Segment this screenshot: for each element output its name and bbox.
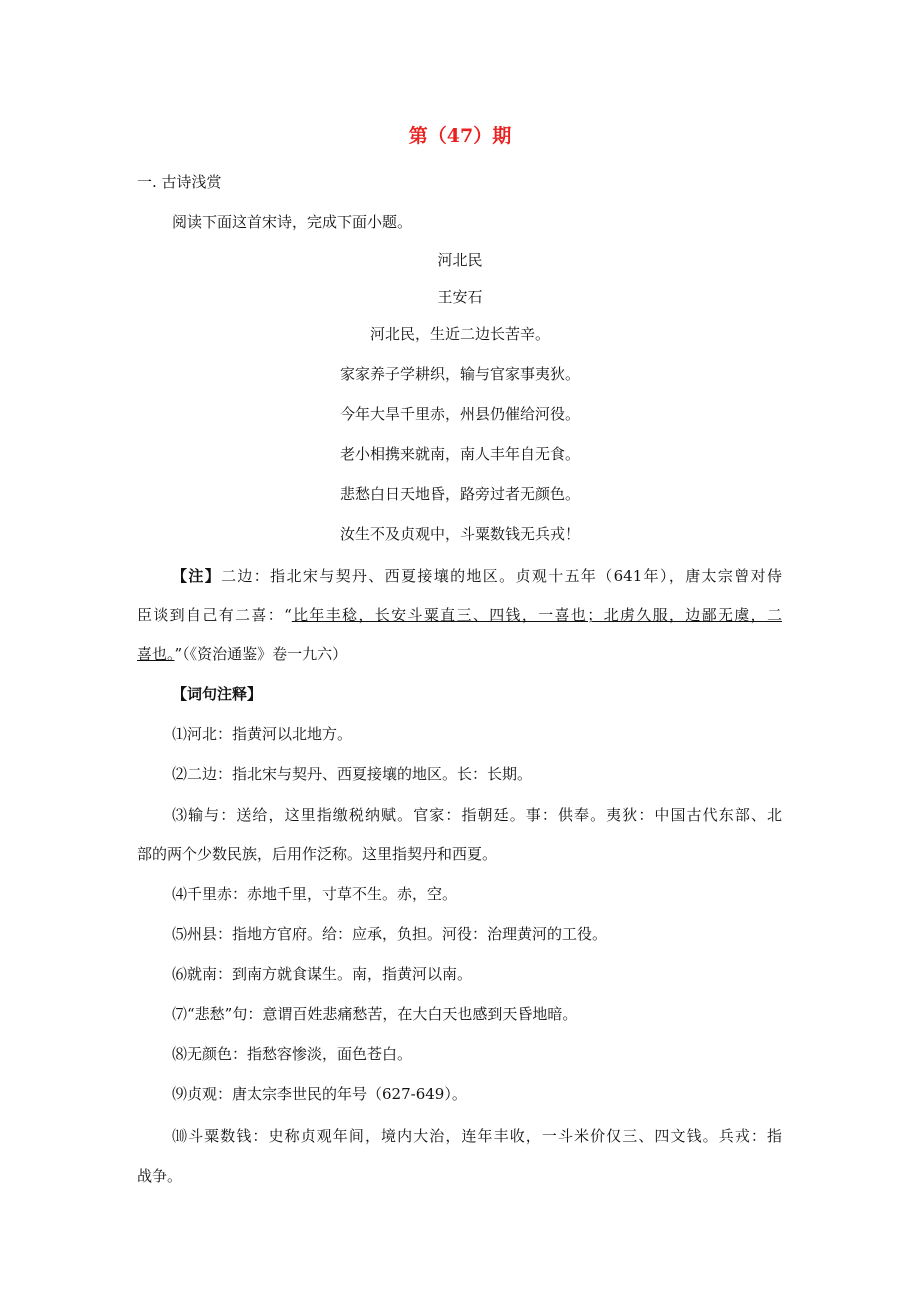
glossary-item: ⑷千里赤：赤地千里，寸草不生。赤，空。: [172, 885, 458, 903]
glossary-item: ⑺“悲愁”句：意谓百姓悲痛愁苦，在大白天也感到天昏地暗。: [172, 1005, 578, 1023]
note-line-1: [172, 566, 782, 586]
poem-author: 王安石: [437, 288, 483, 306]
page-title: 第（47）期: [408, 125, 512, 147]
glossary-item: ⑹就南：到南方就食谋生。南，指黄河以南。: [172, 965, 473, 983]
note-quote-underlined: 比年丰稔，长安斗粟直三、四钱，一喜也；北虏久服，边鄙无虞，二: [291, 606, 782, 624]
note-label: 【注】: [172, 567, 222, 585]
glossary-item: ⑴河北：指黄河以北地方。: [172, 725, 353, 743]
poem-line: 家家养子学耕织，输与官家事夷狄。: [339, 365, 580, 383]
note-line-2: [137, 605, 782, 625]
instruction-text: 阅读下面这首宋诗，完成下面小题。: [172, 213, 413, 231]
glossary-heading: 【词句注释】: [172, 685, 263, 703]
glossary-item: ⑶输与：送给，这里指缴税纳赋。官家：指朝廷。事：供奉。夷狄：中国古代东部、北: [172, 806, 782, 824]
glossary-item: ⑵二边：指北宋与契丹、西夏接壤的地区。长：长期。: [172, 765, 533, 783]
poem-line: 汝生不及贞观中，斗粟数钱无兵戎！: [339, 525, 580, 543]
note-text: 二边：指北宋与契丹、西夏接壤的地区。贞观十五年（641年），唐太宗曾对侍: [221, 567, 782, 585]
glossary-item: ⑻无颜色：指愁容惨淡，面色苍白。: [172, 1045, 413, 1063]
note-line-3: [137, 644, 347, 664]
poem-title: 河北民: [437, 251, 483, 269]
glossary-item: ⑼贞观：唐太宗李世民的年号（627-649）。: [172, 1085, 467, 1103]
glossary-item: ⑸州县：指地方官府。给：应承，负担。河役：治理黄河的工役。: [172, 925, 608, 943]
glossary-item: ⑽斗粟数钱：史称贞观年间，境内大治，连年丰收，一斗米价仅三、四文钱。兵戎：指: [172, 1127, 782, 1145]
note-quote-prefix: 臣谈到自己有二喜：“: [137, 606, 292, 624]
glossary-item-continued: 战争。: [137, 1167, 183, 1185]
glossary-item-continued: 部的两个少数民族，后用作泛称。这里指契丹和西夏。: [137, 845, 498, 863]
poem-line: 河北民，生近二边长苦辛。: [369, 325, 550, 343]
poem-line: 今年大旱千里赤，州县仍催给河役。: [339, 405, 580, 423]
note-source: ”（《资治通鉴》卷一九六）: [174, 645, 348, 663]
section-heading: 一. 古诗浅赏: [137, 173, 222, 191]
poem-line: 老小相携来就南，南人丰年自无食。: [339, 445, 580, 463]
note-quote-underlined-end: 喜也。: [137, 645, 175, 663]
poem-line: 悲愁白日天地昏，路旁过者无颜色。: [339, 485, 580, 503]
